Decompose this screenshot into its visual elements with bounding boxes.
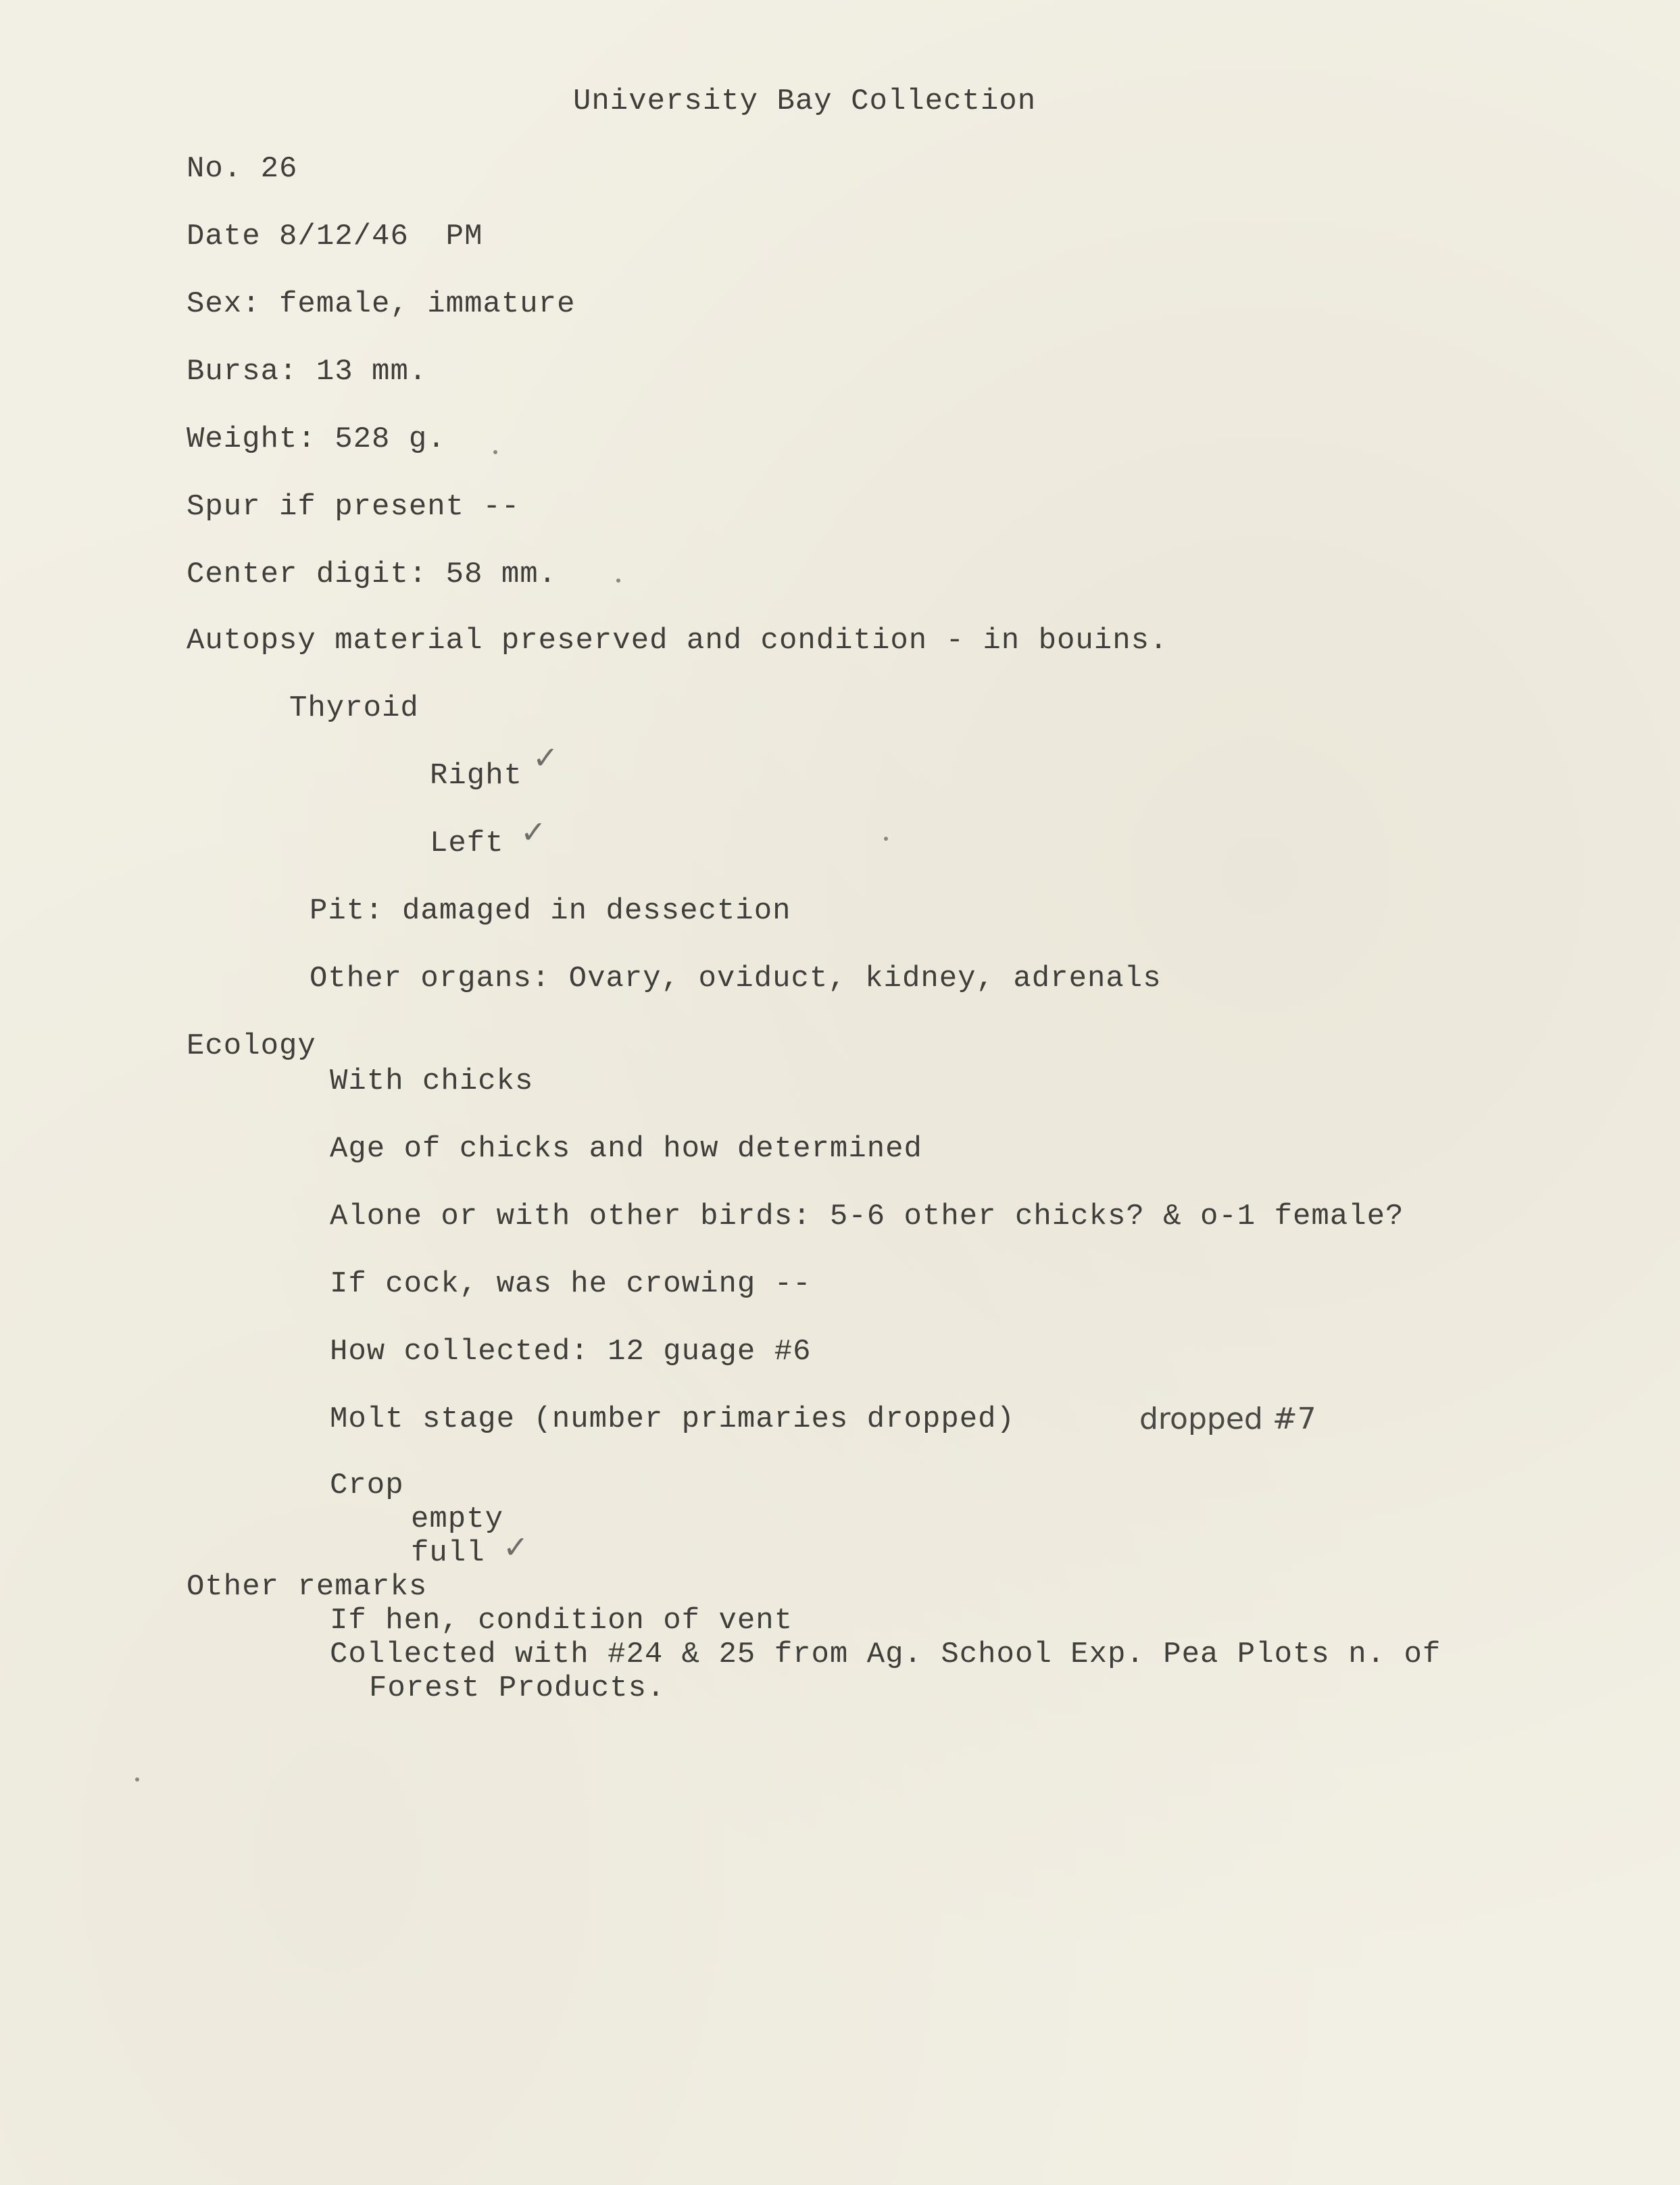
paper-speck: [493, 450, 497, 454]
record-date: Date 8/12/46 PM: [187, 220, 483, 253]
record-number: No. 26: [187, 152, 298, 186]
ecology-molt-value: dropped #7: [1139, 1402, 1316, 1436]
paper-speck: [884, 837, 888, 841]
record-center-digit: Center digit: 58 mm.: [187, 558, 558, 591]
thyroid-right: Right: [430, 759, 523, 793]
checkmark-icon: ✓: [503, 1529, 529, 1565]
record-sex: Sex: female, immature: [187, 287, 576, 321]
record-bursa: Bursa: 13 mm.: [187, 355, 428, 389]
crop-empty: empty: [411, 1502, 504, 1536]
ecology-molt-stage: Molt stage (number primaries dropped): [330, 1402, 1015, 1436]
ecology-how-collected: How collected: 12 guage #6: [330, 1335, 812, 1369]
ecology-if-cock: If cock, was he crowing --: [330, 1267, 812, 1301]
paper-speck: [135, 1777, 139, 1782]
record-autopsy: Autopsy material preserved and condition - in bouins.: [187, 624, 1168, 658]
ecology-age-of-chicks: Age of chicks and how determined: [330, 1132, 922, 1166]
remarks-collected-with: Collected with #24 & 25 from Ag. School Exp. Pea Plots n. of: [330, 1638, 1441, 1671]
paper-speck: [616, 579, 620, 583]
checkmark-icon: ✓: [533, 739, 559, 776]
document-title: University Bay Collection: [573, 84, 1037, 118]
record-spur: Spur if present --: [187, 490, 520, 524]
remarks-if-hen: If hen, condition of vent: [330, 1604, 793, 1638]
checkmark-icon: ✓: [520, 814, 547, 850]
thyroid-left: Left: [430, 827, 504, 860]
crop-label: Crop: [330, 1469, 404, 1502]
remarks-collected-with-cont: Forest Products.: [369, 1671, 666, 1705]
record-weight: Weight: 528 g.: [187, 422, 446, 456]
thyroid-label: Thyroid: [289, 691, 419, 725]
section-ecology: Ecology: [187, 1029, 316, 1063]
ecology-with-chicks: With chicks: [330, 1064, 534, 1098]
record-other-organs: Other organs: Ovary, oviduct, kidney, adrenals: [310, 962, 1162, 996]
ecology-alone-or-with: Alone or with other birds: 5-6 other chicks? & o-1 female?: [330, 1200, 1404, 1233]
crop-full: full: [411, 1536, 485, 1570]
record-pit: Pit: damaged in dessection: [310, 894, 791, 928]
section-other-remarks: Other remarks: [187, 1570, 428, 1604]
